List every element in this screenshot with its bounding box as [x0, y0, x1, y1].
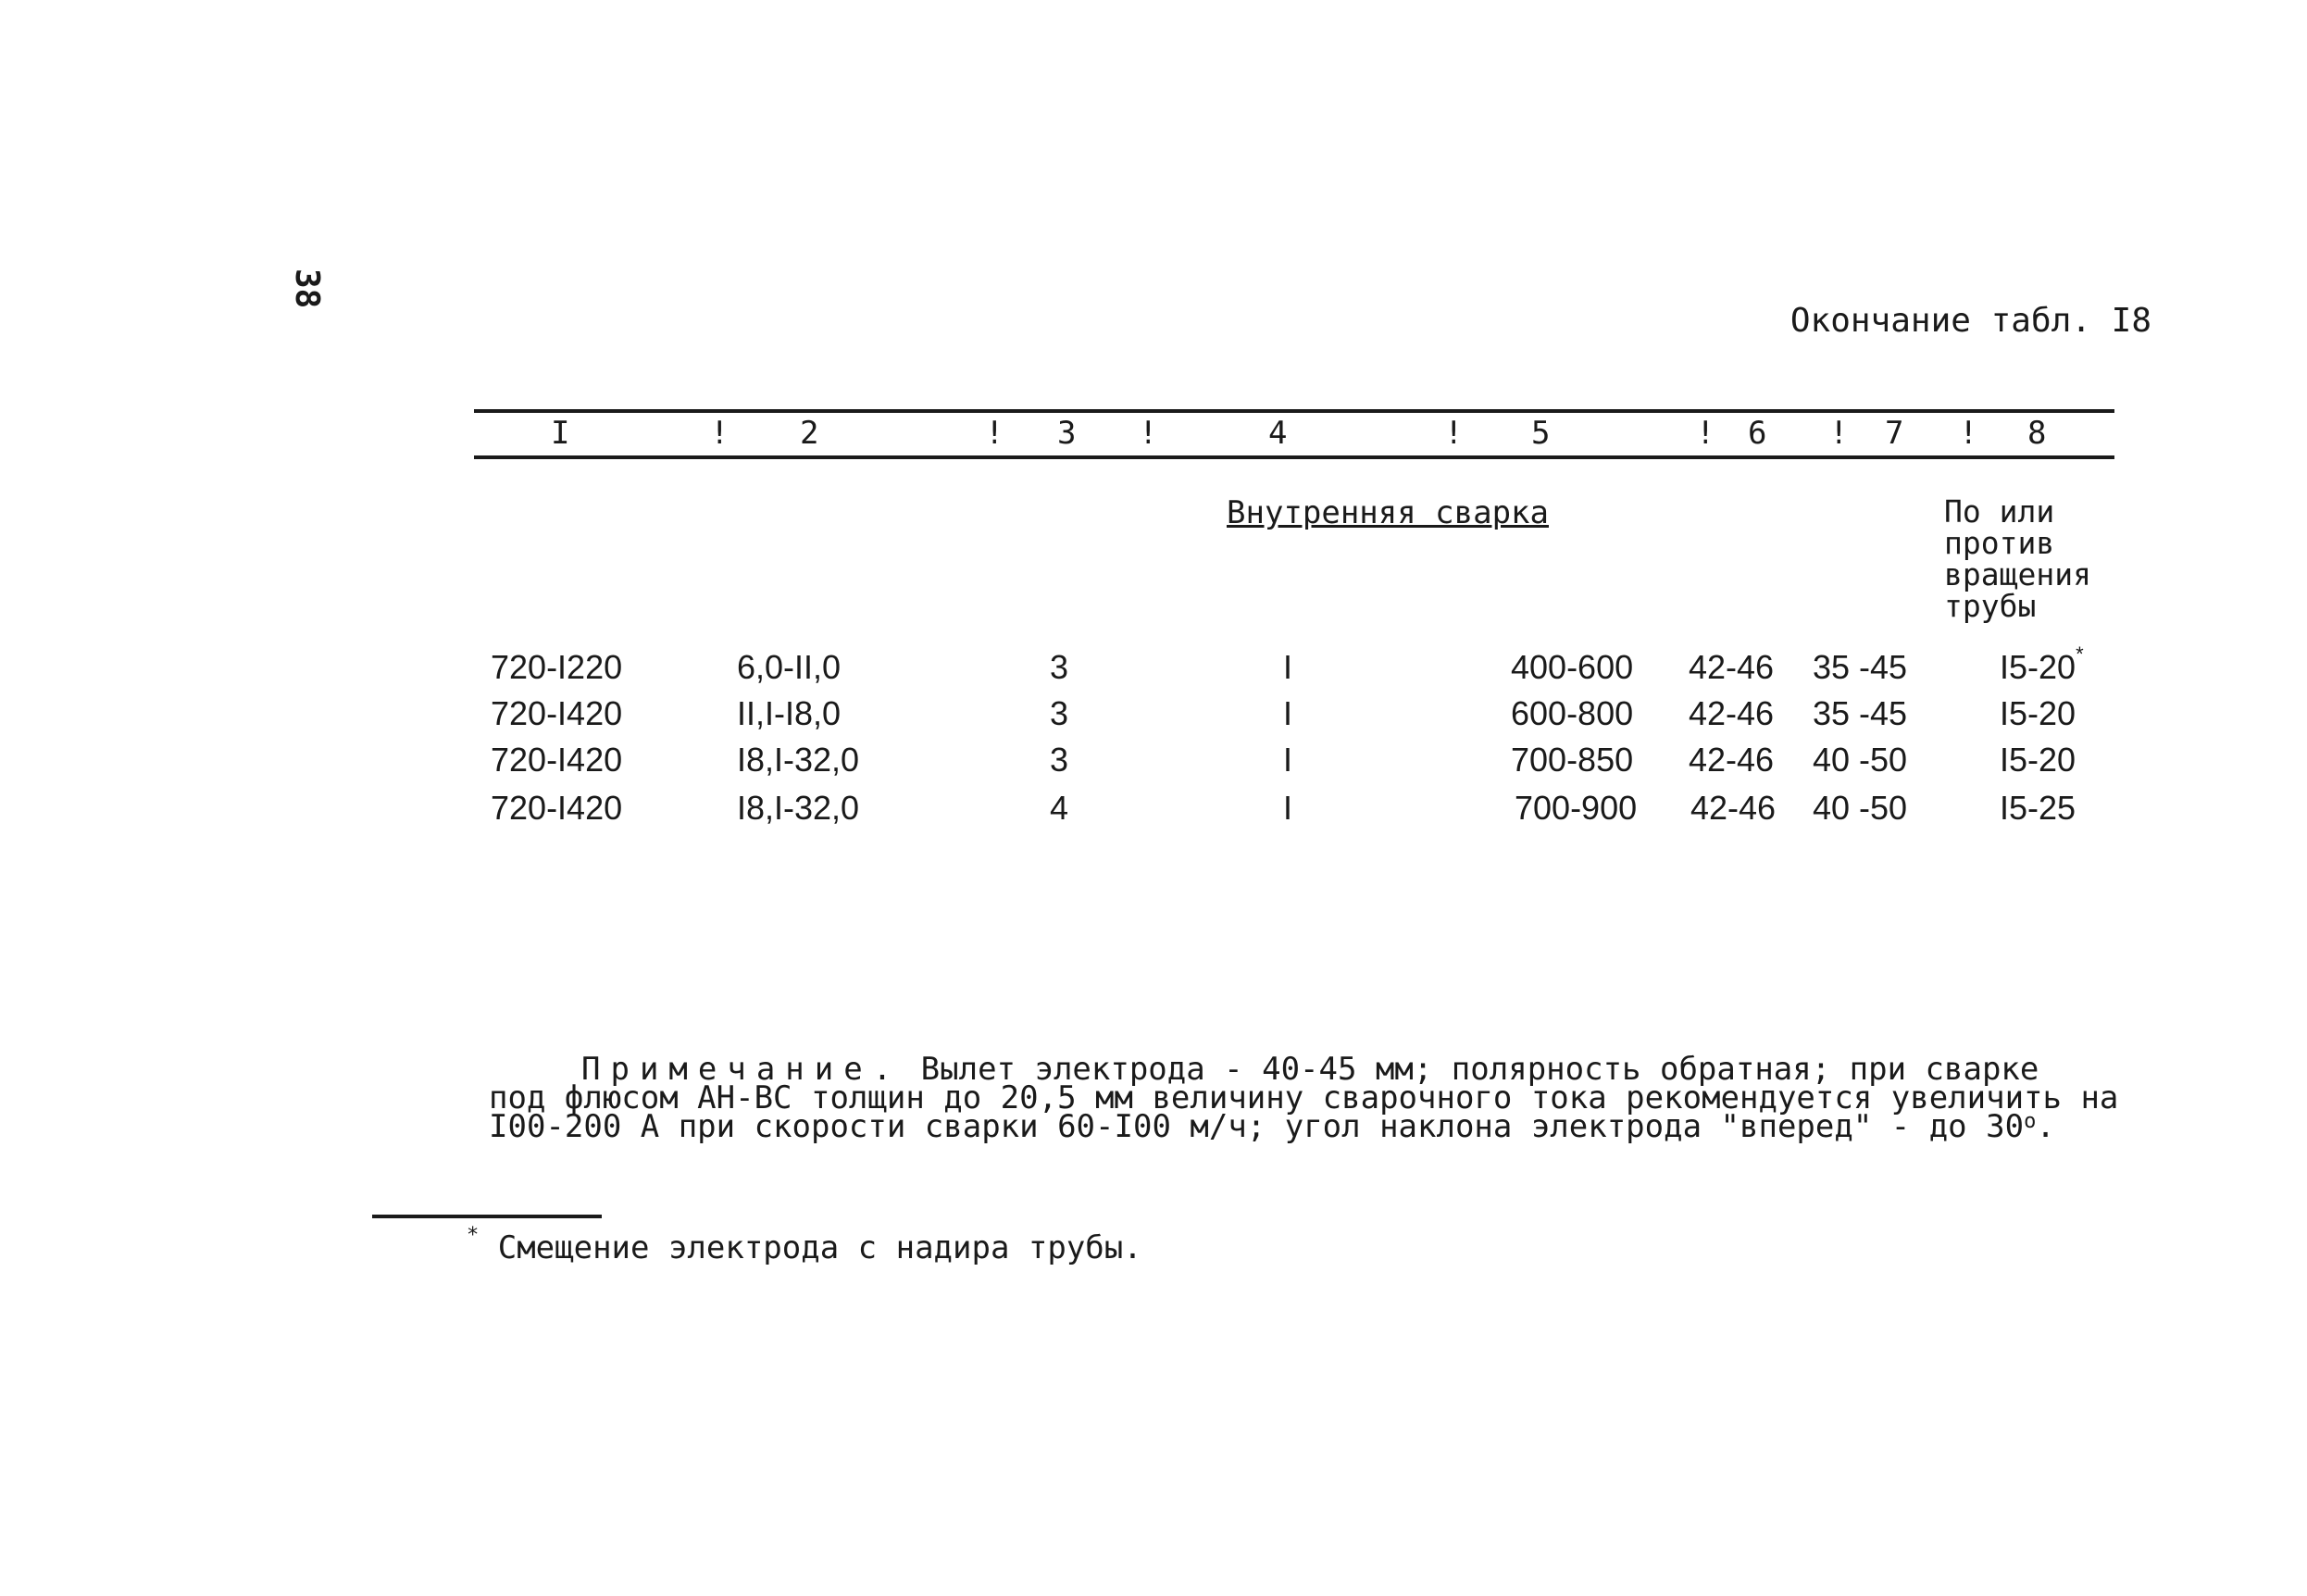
note: [489, 1051, 2174, 1145]
note-label: Примечание.: [581, 1051, 903, 1088]
header-col-5: 5: [1531, 415, 1551, 452]
cell-col-4: I: [1283, 789, 1293, 827]
column-8-label-line: По или: [1944, 493, 2055, 530]
cell-voltage: 42-46: [1689, 648, 1775, 686]
table-row: [0, 642, 2307, 694]
cell-voltage: 42-46: [1689, 694, 1775, 732]
footnote-marker: *: [2076, 642, 2084, 666]
cell-col-3: 3: [1050, 694, 1069, 732]
header-col-6: 6: [1748, 415, 1767, 452]
section-title: Внутренняя сварка: [1227, 494, 1549, 531]
note-line: под флюсом АН-ВС толщин до 20,5 мм величину сварочного тока рекомендуется увеличить на: [489, 1079, 2119, 1116]
cell-diameter: 720-I420: [491, 694, 623, 732]
footnote-marker: *: [467, 1224, 480, 1247]
column-8-label-line: вращения: [1944, 556, 2091, 592]
table-top-rule: [474, 409, 2114, 413]
cell-col-3: 3: [1050, 648, 1069, 686]
cell-current: 400-600: [1511, 648, 1634, 686]
cell-diameter: 720-I220: [491, 648, 623, 686]
table-row: [0, 741, 2307, 787]
header-separator: !: [1696, 415, 1715, 452]
note-text: Вылет электрода - 40-45 мм; полярность обратная; при сварке: [920, 1051, 2039, 1088]
cell-voltage: 42-46: [1689, 741, 1775, 779]
cell-col-4: I: [1283, 694, 1293, 732]
header-separator: !: [1444, 415, 1464, 452]
header-separator: !: [710, 415, 730, 452]
cell-current: 600-800: [1511, 694, 1634, 732]
cell-offset: I5-25: [2000, 789, 2076, 827]
page-number: 38: [288, 268, 326, 309]
note-text: I00-200 А при скорости сварки 60-I00 м/ч; угол наклона электрода "вперед" - до 30: [489, 1108, 2025, 1145]
cell-current: 700-900: [1515, 789, 1638, 827]
degree-sign: о: [2024, 1110, 2037, 1133]
cell-thickness: I8,I-32,0: [737, 741, 860, 779]
cell-offset: [2000, 642, 2084, 687]
cell-diameter: 720-I420: [491, 741, 623, 779]
cell-current: 700-850: [1511, 741, 1634, 779]
note-text: .: [2036, 1108, 2055, 1145]
cell-col-4: I: [1283, 741, 1293, 779]
footnote-rule: [372, 1215, 602, 1218]
header-col-2: 2: [800, 415, 819, 452]
cell-offset-value: I5-20: [2000, 648, 2076, 686]
table-header-row: [474, 415, 2114, 452]
column-8-label-line: против: [1944, 525, 2055, 561]
cell-offset: I5-20: [2000, 741, 2076, 779]
cell-thickness: 6,0-II,0: [737, 648, 842, 686]
cell-offset: I5-20: [2000, 694, 2076, 732]
header-separator: !: [985, 415, 1004, 452]
cell-speed: 40 -50: [1813, 741, 1908, 779]
header-separator: !: [1829, 415, 1849, 452]
table-caption: Окончание табл. I8: [1789, 302, 2151, 340]
table-row: [0, 694, 2307, 741]
cell-thickness: II,I-I8,0: [737, 694, 842, 732]
footnote-text: Смещение электрода с надира трубы.: [497, 1229, 1142, 1266]
column-8-label: [1944, 493, 2091, 624]
table-header-rule: [474, 455, 2114, 459]
cell-col-3: 4: [1050, 789, 1069, 827]
header-col-1: I: [551, 415, 570, 452]
note-line: [489, 1108, 2174, 1145]
cell-speed: 35 -45: [1813, 648, 1908, 686]
header-separator: !: [1139, 415, 1158, 452]
header-col-7: 7: [1885, 415, 1904, 452]
footnote: [467, 1224, 1142, 1266]
cell-col-3: 3: [1050, 741, 1069, 779]
cell-speed: 35 -45: [1813, 694, 1908, 732]
cell-voltage: 42-46: [1690, 789, 1777, 827]
cell-speed: 40 -50: [1813, 789, 1908, 827]
column-8-label-line: трубы: [1944, 588, 2037, 624]
cell-thickness: I8,I-32,0: [737, 789, 860, 827]
header-separator: !: [1959, 415, 1978, 452]
cell-diameter: 720-I420: [491, 789, 623, 827]
table-row: [0, 789, 2307, 835]
header-col-3: 3: [1057, 415, 1077, 452]
header-col-8: 8: [2027, 415, 2047, 452]
cell-col-4: I: [1283, 648, 1293, 686]
header-col-4: 4: [1268, 415, 1288, 452]
